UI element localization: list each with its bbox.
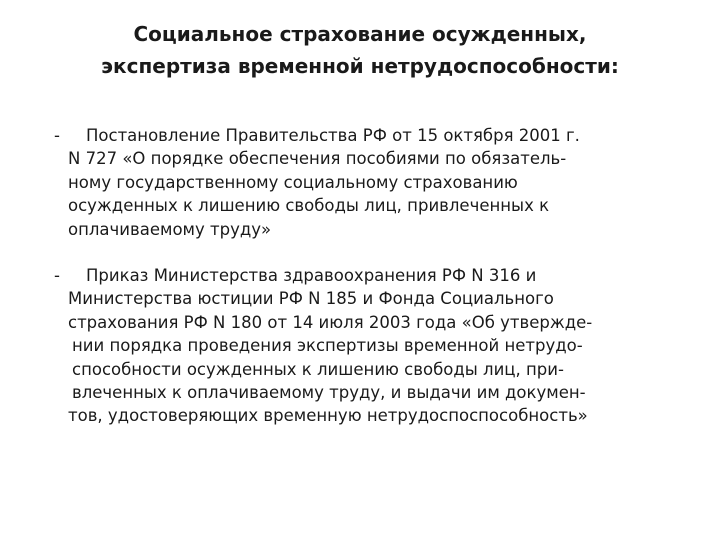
item-line: страхования РФ N 180 от 14 июля 2003 года «Об утвержде- — [68, 312, 593, 332]
title-line-1: Социальное страхование осужденных, — [133, 22, 587, 46]
item-line: оплачиваемому труду» — [68, 219, 272, 239]
bullet-dash: - — [54, 126, 60, 145]
bullet-dash: - — [54, 266, 60, 285]
item-line: N 727 «О порядке обеспечения пособиями по обязатель- — [68, 149, 567, 169]
item-line: влеченных к оплачиваемому труду, и выдачи им докумен- — [72, 383, 586, 402]
item-line: Постановление Правительства РФ от 15 октября 2001 г. — [86, 126, 580, 145]
item-line: Министерства юстиции РФ N 185 и Фонда Социального — [68, 289, 554, 309]
item-line: осужденных к лишению свободы лиц, привлеченных к — [68, 196, 550, 216]
slide-title — [0, 18, 720, 82]
item-line: ному государственному социальному страхованию — [68, 172, 518, 192]
item-line: тов, удостоверяющих временную нетрудоспоспособность» — [68, 406, 588, 426]
item-line: способности осужденных к лишению свободы лиц, при- — [72, 359, 564, 379]
item-line: Приказ Министерства здравоохранения РФ N 316 и — [86, 266, 537, 285]
title-line-2: экспертиза временной нетрудоспособности: — [101, 54, 619, 78]
item-line: нии порядка проведения экспертизы временной нетрудо- — [72, 336, 583, 356]
